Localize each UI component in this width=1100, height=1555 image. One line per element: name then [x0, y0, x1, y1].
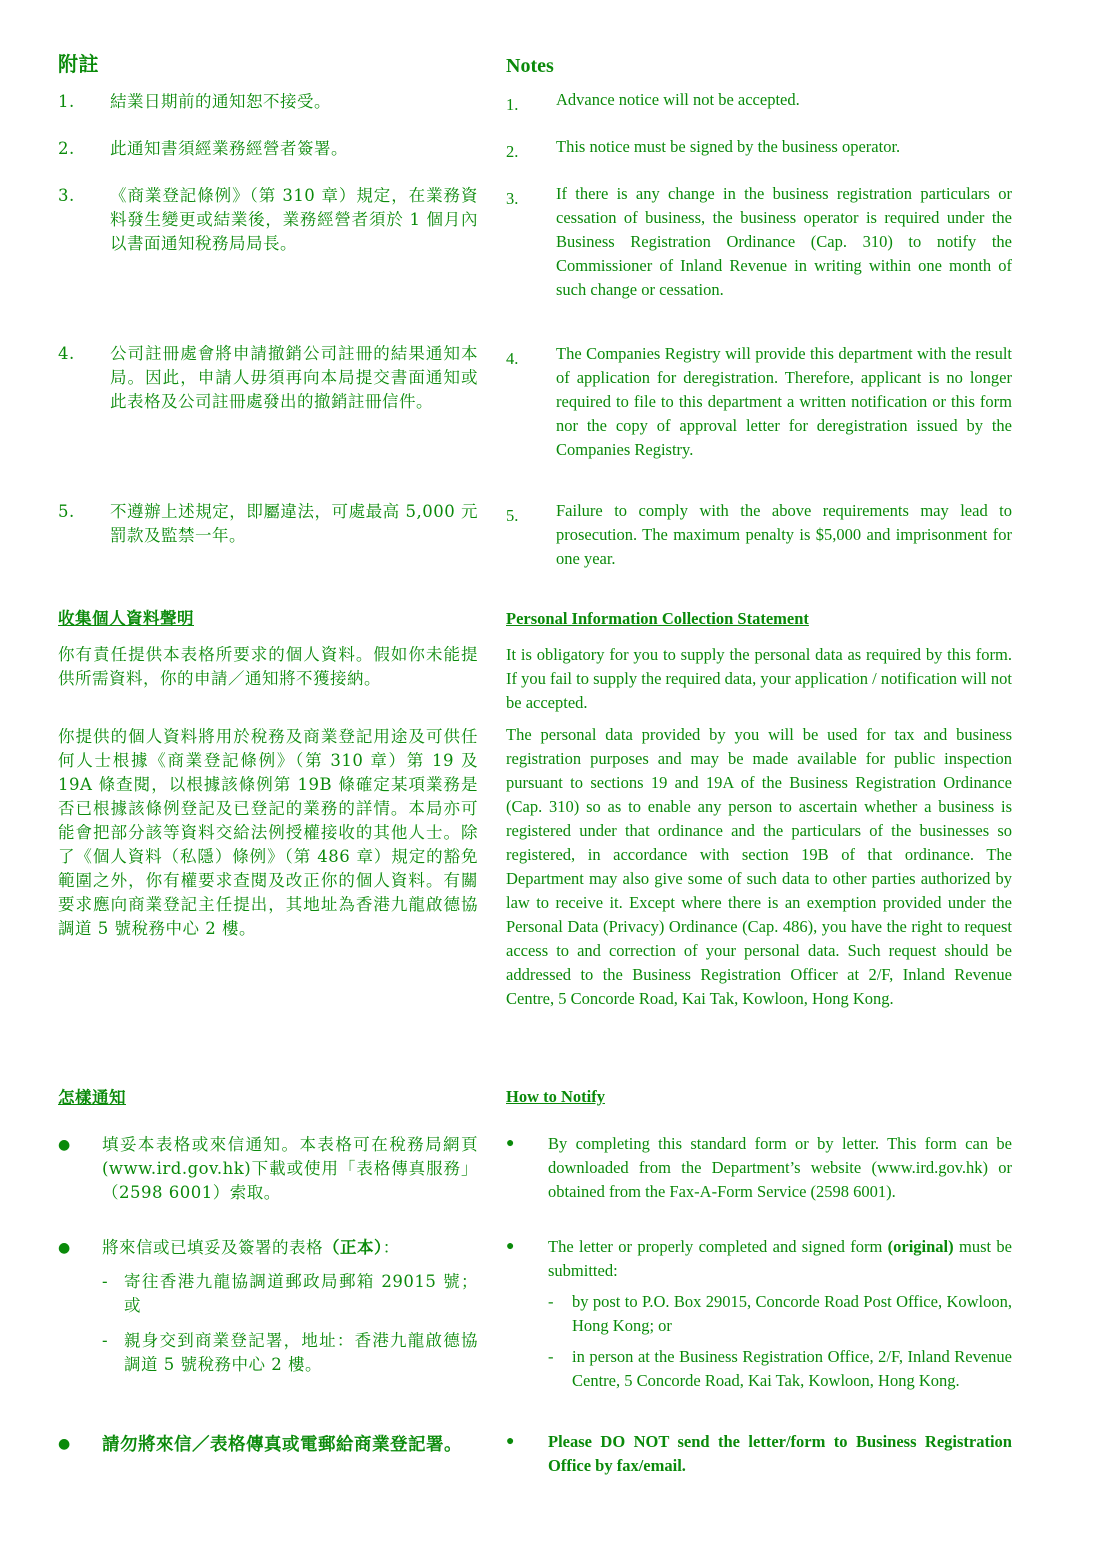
en-how-bullet-text: By completing this standard form or by letter. This form can be downloaded from the Department’s website (www.ird.gov.hk) or obtained from the Fax-A-Form Service (2598 6001). — [548, 1134, 1012, 1201]
zh-how-bullet-2-pre: 將來信或已填妥及簽署的表格 — [102, 1238, 323, 1257]
zh-note-text: 公司註冊處會將申請撤銷公司註冊的結果通知本局。因此，申請人毋須再向本局提交書面通知或此表格及公司註冊處發出的撤銷註冊信件。 — [110, 344, 478, 411]
en-note-number: 4. — [506, 349, 519, 368]
en-pics-paragraph-2: The personal data provided by you will be used for tax and business registration purposes and may be made available for public inspection pursuant to sections 19 and 19A of the Business Registration Ordinance (Cap. 310) so as to enable any person to ascertain whether a business is registered under that ordinance and the particulars of the businesses so registered, in accordance with section 19B of that ordinance. The Department may also give some of such data to other parties authorized by law to receive it. Except where there is an exemption provided under the Personal Data (Privacy) Ordinance (Cap. 486), you have the right to request access to and correction of your personal data. Such request should be addressed to the Business Registration Officer at 2/F, Inland Revenue Centre, 5 Concorde Road, Kai Tak, Kowloon, Hong Kong. — [506, 725, 1012, 1008]
zh-note-number: 2. — [58, 139, 75, 158]
en-note-text: This notice must be signed by the business operator. — [556, 137, 901, 156]
en-how-bullet-2-post: must be submitted: — [548, 1237, 1012, 1280]
en-pics-title: Personal Information Collection Statement — [506, 609, 809, 628]
zh-how-bullet-text: 請勿將來信／表格傳真或電郵給商業登記署。 — [102, 1435, 462, 1455]
en-note-number: 3. — [506, 189, 519, 208]
zh-note-number: 4. — [58, 344, 75, 363]
bullet-icon: ● — [506, 1136, 515, 1151]
dash-icon: - — [548, 1347, 554, 1366]
en-how-bullet-2-bold: (original) — [887, 1237, 954, 1256]
zh-note-number: 3. — [58, 186, 75, 205]
zh-how-bullet-2-bold: （正本） — [323, 1238, 383, 1257]
en-note-text: Failure to comply with the above requirements may lead to prosecution. The maximum penalty is $5,000 and imprisonment for one year. — [556, 501, 1012, 568]
zh-how-bullet-2-post: ： — [382, 1238, 400, 1257]
bullet-icon: ● — [58, 1137, 71, 1153]
zh-how-sub-text: 親身交到商業登記署，地址：香港九龍啟德協調道 5 號稅務中心 2 樓。 — [124, 1331, 478, 1374]
zh-notes-title: 附註 — [58, 52, 99, 76]
bullet-icon: ● — [506, 1239, 515, 1254]
zh-how-sub-text: 寄往香港九龍協調道郵政局郵箱 29015 號；或 — [124, 1272, 478, 1315]
zh-note-text: 結業日期前的通知恕不接受。 — [110, 92, 331, 111]
zh-how-bullet-text: 填妥本表格或來信通知。本表格可在稅務局網頁(www.ird.gov.hk)下載或使用「表格傳真服務」（2598 6001）索取。 — [102, 1135, 478, 1202]
zh-note-text: 此通知書須經業務經營者簽署。 — [110, 139, 348, 158]
zh-note-text: 《商業登記條例》（第 310 章）規定，在業務資料發生變更或結業後，業務經營者須於 1 個月內以書面通知稅務局局長。 — [110, 186, 478, 253]
zh-note-number: 1. — [58, 92, 75, 111]
zh-pics-paragraph-2: 你提供的個人資料將用於稅務及商業登記用途及可供任何人士根據《商業登記條例》（第 310 章）第 19 及 19A 條查閱，以根據該條例第 19B 條確定某項業務是否已根據該條例登記及已登記的業務的詳情。本局亦可能會把部分該等資料交給法例授權接收的其他人士。除了《個人資料（私隱）條例》（第 486 章）規定的豁免範圍之外，你有權要求查閱及改正你的個人資料。有關要求應向商業登記主任提出，其地址為香港九龍啟德協調道 5 號稅務中心 2 樓。 — [58, 727, 478, 938]
en-how-sub-text: in person at the Business Registration Office, 2/F, Inland Revenue Centre, 5 Concorde Road, Kai Tak, Kowloon, Hong Kong. — [572, 1347, 1012, 1390]
en-how-title: How to Notify — [506, 1087, 605, 1106]
dash-icon: - — [102, 1272, 109, 1291]
en-how-bullet-text — [548, 1235, 1012, 1283]
dash-icon: - — [102, 1331, 109, 1350]
zh-how-bullet-text — [102, 1236, 478, 1260]
bullet-icon: ● — [58, 1240, 71, 1256]
en-note-number: 5. — [506, 506, 519, 525]
dash-icon: - — [548, 1292, 554, 1311]
en-pics-paragraph-1: It is obligatory for you to supply the personal data as required by this form. If you fail to supply the required data, your application / notification will not be accepted. — [506, 645, 1012, 712]
bullet-icon: ● — [506, 1434, 515, 1449]
en-note-text: Advance notice will not be accepted. — [556, 90, 800, 109]
en-how-sub-text: by post to P.O. Box 29015, Concorde Road Post Office, Kowloon, Hong Kong; or — [572, 1292, 1012, 1335]
en-note-text: The Companies Registry will provide this department with the result of application for deregistration. Therefore, applicant is no longer required to file to this department a written notification or this form nor the copy of approval letter for deregistration issued by the Companies Registry. — [556, 344, 1012, 459]
bullet-icon: ● — [58, 1436, 71, 1452]
zh-note-text: 不遵辦上述規定，即屬違法，可處最高 5,000 元罰款及監禁一年。 — [110, 502, 478, 545]
en-note-text: If there is any change in the business registration particulars or cessation of business, the business operator is required under the Business Registration Ordinance (Cap. 310) to notify the Commissioner of Inland Revenue in writing within one month of such change or cessation. — [556, 184, 1012, 299]
en-note-number: 2. — [506, 142, 519, 161]
en-how-bullet-2-pre: The letter or properly completed and signed form — [548, 1237, 888, 1256]
en-note-number: 1. — [506, 95, 519, 114]
zh-how-title: 怎樣通知 — [58, 1088, 126, 1107]
zh-note-number: 5. — [58, 502, 75, 521]
en-how-bullet-text: Please DO NOT send the letter/form to Business Registration Office by fax/email. — [548, 1432, 1012, 1475]
zh-pics-paragraph-1: 你有責任提供本表格所要求的個人資料。假如你未能提供所需資料，你的申請／通知將不獲接納。 — [58, 645, 478, 688]
zh-pics-title: 收集個人資料聲明 — [58, 609, 194, 628]
en-notes-title: Notes — [506, 55, 554, 77]
